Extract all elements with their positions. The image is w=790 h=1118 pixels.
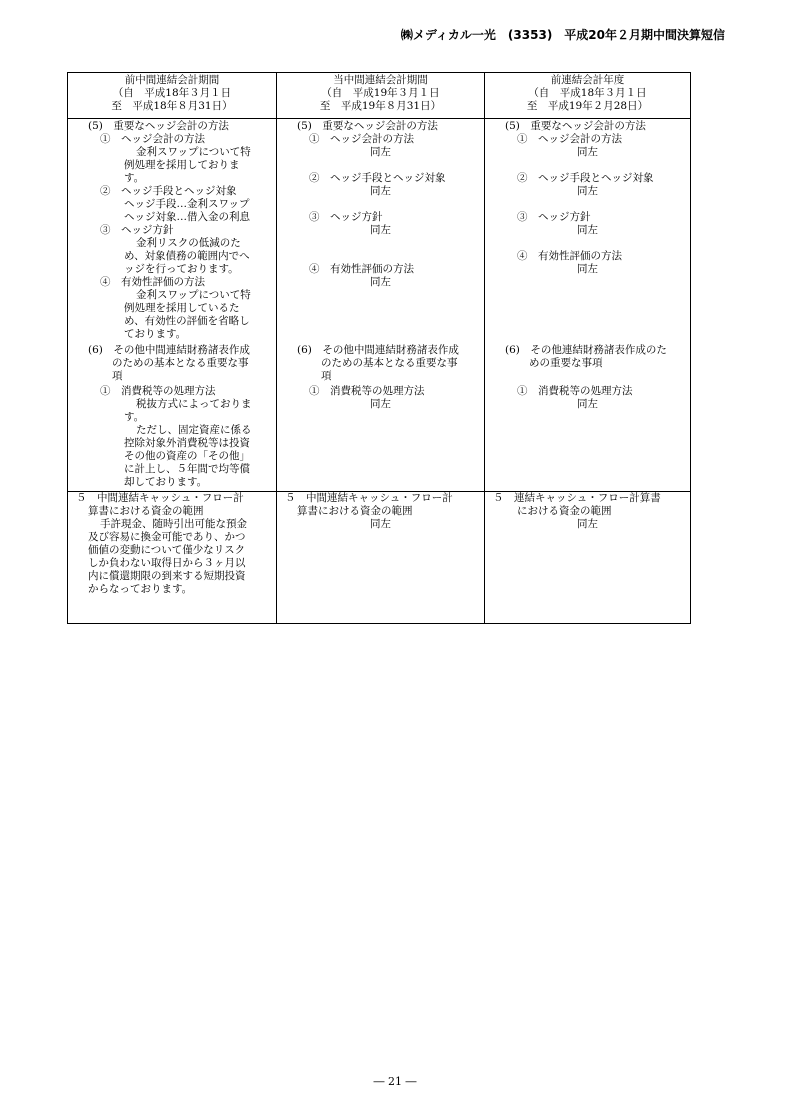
column-header [68, 74, 276, 113]
text-line: め、対象債務の範囲内でへ [124, 250, 250, 262]
text-line: ③ ヘッジ方針 [100, 224, 174, 236]
text-line: ① ヘッジ会計の方法 [309, 133, 414, 145]
text-line: に計上し、５年間で均等償 [124, 463, 250, 475]
text-line: (5) 重要なヘッジ会計の方法 [88, 120, 229, 132]
column-previous-interim [68, 73, 276, 623]
text-line: ５ 中間連結キャッシュ・フロー計 [76, 492, 244, 504]
column-period-from: （自 平成18年３月１日 [528, 87, 647, 99]
text-line: ① 消費税等の処理方法 [309, 385, 425, 397]
same-as-left-text: 同左 [577, 398, 598, 410]
text-line: ④ 有効性評価の方法 [517, 250, 622, 262]
text-line: 金利リスクの低減のた [136, 237, 241, 249]
column-period-to: 至 平成18年８月31日） [111, 100, 233, 112]
text-line: 例処理を採用しているた [124, 302, 240, 314]
same-as-left-text: 同左 [370, 185, 391, 197]
text-line: ② ヘッジ手段とヘッジ対象 [100, 185, 237, 197]
same-as-left-text: 同左 [370, 276, 391, 288]
text-line: ① 消費税等の処理方法 [517, 385, 633, 397]
text-line: ヘッジ手段…金利スワップ [124, 198, 250, 210]
text-line: 控除対象外消費税等は投資 [124, 437, 250, 449]
text-line: め、有効性の評価を省略し [124, 315, 250, 327]
same-as-left-text: 同左 [370, 224, 391, 236]
text-line: ① 消費税等の処理方法 [100, 385, 216, 397]
text-line: ② ヘッジ手段とヘッジ対象 [309, 172, 446, 184]
text-line: 算書における資金の範囲 [297, 505, 413, 517]
same-as-left-text: 同左 [577, 263, 598, 275]
text-line: ③ ヘッジ方針 [517, 211, 591, 223]
same-as-left-text: 同左 [577, 518, 598, 530]
text-line: における資金の範囲 [517, 505, 612, 517]
report-header: ㈱メディカル一光 (3353) 平成20年２月期中間決算短信 [400, 28, 725, 42]
text-line: 内に償還期限の到来する短期投資 [88, 570, 246, 582]
text-line: ５ 中間連結キャッシュ・フロー計 [285, 492, 453, 504]
text-line: (6) その他中間連結財務諸表作成 [297, 344, 459, 356]
text-line: めの重要な事項 [529, 357, 603, 369]
text-line: す。 [124, 411, 145, 423]
column-period-from: （自 平成18年３月１日 [112, 87, 232, 99]
column-title: 前連結会計年度 [550, 74, 625, 86]
text-line: 価値の変動について僅少なリスク [88, 544, 246, 556]
text-line: からなっております。 [88, 583, 193, 595]
text-line: ② ヘッジ手段とヘッジ対象 [517, 172, 654, 184]
text-line: ④ 有効性評価の方法 [309, 263, 414, 275]
column-period-to: 至 平成19年８月31日） [319, 100, 442, 112]
text-line: のための基本となる重要な事 [321, 357, 458, 369]
text-line: (5) 重要なヘッジ会計の方法 [297, 120, 438, 132]
text-line: (5) 重要なヘッジ会計の方法 [505, 120, 646, 132]
text-line: 金利スワップについて特 [136, 289, 251, 301]
same-as-left-text: 同左 [370, 398, 391, 410]
text-line: ５ 連結キャッシュ・フロー計算書 [493, 492, 661, 504]
text-line: 手許現金、随時引出可能な預金 [100, 518, 247, 530]
text-line: 金利スワップについて特 [136, 146, 251, 158]
column-title: 当中間連結会計期間 [333, 74, 428, 86]
row-divider [68, 491, 690, 492]
text-line: 却しております。 [124, 476, 208, 488]
text-line: ③ ヘッジ方針 [309, 211, 383, 223]
text-line: のための基本となる重要な事 [112, 357, 249, 369]
column-header [277, 74, 484, 113]
text-line: ただし、固定資産に係る [136, 424, 252, 436]
text-line: (6) その他連結財務諸表作成のた [505, 344, 667, 356]
text-line: 例処理を採用しておりま [124, 159, 240, 171]
text-line: す。 [124, 172, 145, 184]
column-period-from: （自 平成19年３月１日 [321, 87, 440, 99]
same-as-left-text: 同左 [577, 146, 598, 158]
text-line: ヘッジ対象…借入金の利息 [124, 211, 250, 223]
same-as-left-text: 同左 [577, 224, 598, 236]
column-period-to: 至 平成19年２月28日） [526, 100, 649, 112]
text-line: (6) その他中間連結財務諸表作成 [88, 344, 250, 356]
text-line: 項 [321, 370, 332, 382]
text-line: 算書における資金の範囲 [88, 505, 204, 517]
same-as-left-text: 同左 [577, 185, 598, 197]
header-divider [68, 118, 690, 119]
same-as-left-text: 同左 [370, 146, 391, 158]
text-line: ① ヘッジ会計の方法 [517, 133, 622, 145]
text-line: ッジを行っております。 [124, 263, 239, 275]
text-line: ております。 [124, 328, 187, 340]
column-title: 前中間連結会計期間 [124, 74, 220, 86]
text-line: 及び容易に換金可能であり、かつ [88, 531, 246, 543]
text-line: ① ヘッジ会計の方法 [100, 133, 205, 145]
same-as-left-text: 同左 [370, 518, 391, 530]
text-line: ④ 有効性評価の方法 [100, 276, 205, 288]
text-line: 項 [112, 370, 123, 382]
column-current-interim [276, 73, 484, 623]
text-line: しか負わない取得日から３ヶ月以 [88, 557, 246, 569]
column-header [485, 74, 690, 113]
column-previous-fiscal-year [484, 73, 690, 623]
text-line: その他の資産の「その他」 [124, 450, 250, 462]
page-number: ― 21 ― [373, 1075, 417, 1088]
text-line: 税抜方式によっておりま [136, 398, 252, 410]
accounting-policy-table [67, 72, 691, 624]
